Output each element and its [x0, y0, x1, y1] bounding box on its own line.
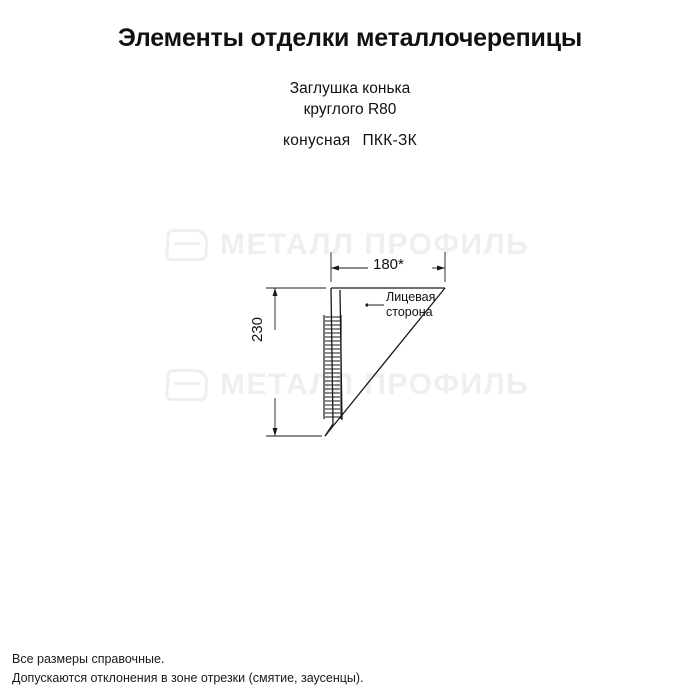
product-code: ПКК-ЗК	[362, 132, 417, 149]
face-leader-line	[365, 303, 384, 306]
cap-left-edge	[331, 288, 333, 424]
cap-bottom-lip	[325, 424, 333, 436]
dimension-height-label: 230	[249, 316, 266, 342]
footer-note	[12, 650, 364, 688]
face-side-label-line-1: Лицевая	[386, 290, 436, 304]
page-title: Элементы отделки металлочерепицы	[117, 24, 583, 52]
footer-line-2: Допускаются отклонения в зоне отрезки (смятие, заусенцы).	[12, 671, 364, 685]
footer-line-1: Все размеры справочные.	[12, 652, 165, 666]
face-side-label-line-2: сторона	[386, 305, 433, 319]
watermark-text: МЕТАЛЛ ПРОФИЛЬ	[220, 368, 530, 401]
dimension-width-label: 180*	[373, 256, 404, 273]
product-type: конусная	[283, 132, 351, 149]
dimension-height	[266, 288, 326, 436]
watermark-text: МЕТАЛЛ ПРОФИЛЬ	[220, 228, 530, 261]
product-name-line-2: круглого R80	[303, 101, 397, 118]
face-side-label	[386, 290, 435, 320]
product-name-line-1: Заглушка конька	[289, 80, 411, 97]
